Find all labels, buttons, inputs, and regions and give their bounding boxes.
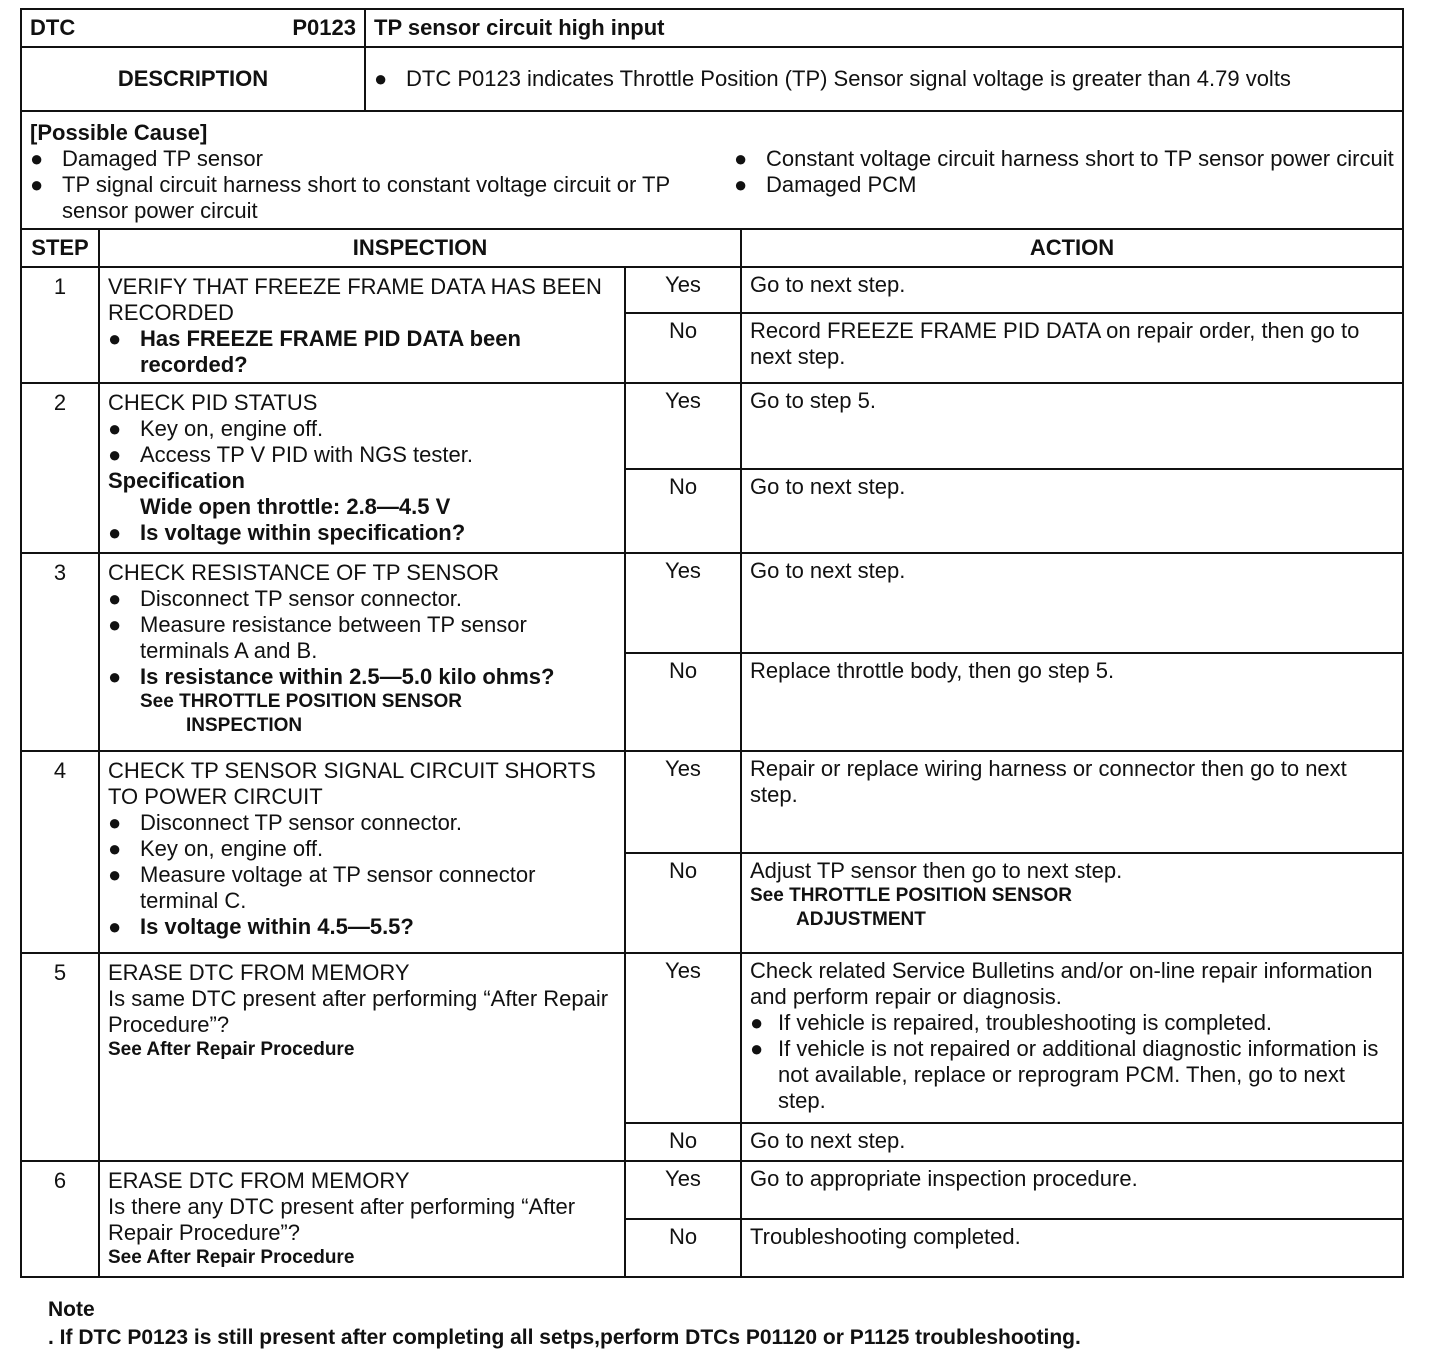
yes-action: Go to step 5. — [741, 383, 1403, 469]
column-action: ACTION — [741, 229, 1403, 267]
step-inspection: CHECK RESISTANCE OF TP SENSOR ● Disconnect TP sensor connector. ● Measure resistance between TP sensor terminals A and B. ● Is resistance within 2.5—5.0 kilo ohms? See THROTTLE POSITION SENSOR INSPECTION — [99, 553, 625, 751]
no-action: Replace throttle body, then go step 5. — [741, 653, 1403, 751]
step-inspection: CHECK TP SENSOR SIGNAL CIRCUIT SHORTS TO POWER CIRCUIT ● Disconnect TP sensor connector. ● Key on, engine off. ● Measure voltage at TP sensor connector terminal C. ● Is voltage within 4.5—5.5? — [99, 751, 625, 953]
table-row — [21, 267, 1403, 313]
step-number: 6 — [21, 1161, 99, 1277]
dtc-code: P0123 — [292, 15, 356, 40]
yes-label: Yes — [625, 751, 741, 853]
cause-item: ● Constant voltage circuit harness short to TP sensor power circuit — [734, 146, 1394, 171]
dtc-code-cell — [21, 9, 365, 47]
column-inspection: INSPECTION — [99, 229, 741, 267]
no-action: Go to next step. — [741, 469, 1403, 553]
note-section — [48, 1296, 1081, 1352]
yes-label: Yes — [625, 267, 741, 313]
description-label: DESCRIPTION — [21, 47, 365, 111]
dtc-page — [20, 8, 1404, 1278]
no-label: No — [625, 1123, 741, 1161]
yes-label: Yes — [625, 1161, 741, 1219]
step-inspection: ERASE DTC FROM MEMORY Is there any DTC present after performing “After Repair Procedure”? See After Repair Procedure — [99, 1161, 625, 1277]
no-label: No — [625, 853, 741, 953]
no-action: Record FREEZE FRAME PID DATA on repair order, then go to next step. — [741, 313, 1403, 383]
yes-action: Repair or replace wiring harness or connector then go to next step. — [741, 751, 1403, 853]
possible-cause-cell — [21, 111, 1403, 229]
table-row — [21, 553, 1403, 653]
step-number: 1 — [21, 267, 99, 383]
yes-action: Check related Service Bulletins and/or on-line repair information and perform repair or diagnosis. ● If vehicle is repaired, troubleshooting is completed. ● If vehicle is not repaired or additional diagnostic information is not available, replace or reprogram PCM. Then, go to next step. — [741, 953, 1403, 1123]
inspection-table — [20, 228, 1404, 1278]
dtc-label: DTC — [30, 15, 76, 40]
yes-label: Yes — [625, 953, 741, 1123]
no-action: Troubleshooting completed. — [741, 1219, 1403, 1277]
yes-action: Go to next step. — [741, 267, 1403, 313]
description-cell: ● DTC P0123 indicates Throttle Position (TP) Sensor signal voltage is greater than 4.79 volts — [365, 47, 1403, 111]
cause-item: ● TP signal circuit harness short to constant voltage circuit or TP sensor power circuit — [30, 172, 670, 223]
no-label: No — [625, 653, 741, 751]
no-label: No — [625, 469, 741, 553]
step-inspection: VERIFY THAT FREEZE FRAME DATA HAS BEEN RECORDED ● Has FREEZE FRAME PID DATA been recorded? — [99, 267, 625, 383]
yes-label: Yes — [625, 553, 741, 653]
step-number: 3 — [21, 553, 99, 751]
possible-cause-heading: [Possible Cause] — [30, 120, 208, 145]
description-text: DTC P0123 indicates Throttle Position (TP) Sensor signal voltage is greater than 4.79 volts — [406, 66, 1291, 91]
table-row — [21, 383, 1403, 469]
step-number: 4 — [21, 751, 99, 953]
dtc-header-table — [20, 8, 1404, 230]
cause-item: ● Damaged PCM — [734, 172, 917, 197]
step-number: 5 — [21, 953, 99, 1161]
no-label: No — [625, 313, 741, 383]
dtc-title: TP sensor circuit high input — [365, 9, 1403, 47]
note-label: Note — [48, 1298, 95, 1321]
table-row — [21, 1161, 1403, 1219]
table-row — [21, 751, 1403, 853]
yes-label: Yes — [625, 383, 741, 469]
yes-action: Go to next step. — [741, 553, 1403, 653]
cause-item: ● Damaged TP sensor — [30, 146, 263, 171]
step-number: 2 — [21, 383, 99, 553]
step-inspection: ERASE DTC FROM MEMORY Is same DTC present after performing “After Repair Procedure”? See After Repair Procedure — [99, 953, 625, 1161]
no-action: Go to next step. — [741, 1123, 1403, 1161]
no-action: Adjust TP sensor then go to next step. See THROTTLE POSITION SENSOR ADJUSTMENT — [741, 853, 1403, 953]
yes-action: Go to appropriate inspection procedure. — [741, 1161, 1403, 1219]
note-text: . If DTC P0123 is still present after completing all setps,perform DTCs P01120 or P1125 troubleshooting. — [48, 1326, 1081, 1349]
no-label: No — [625, 1219, 741, 1277]
column-step: STEP — [21, 229, 99, 267]
step-inspection: CHECK PID STATUS ● Key on, engine off. ● Access TP V PID with NGS tester. Specification Wide open throttle: 2.8—4.5 V ● Is voltage within specification? — [99, 383, 625, 553]
table-row — [21, 953, 1403, 1123]
